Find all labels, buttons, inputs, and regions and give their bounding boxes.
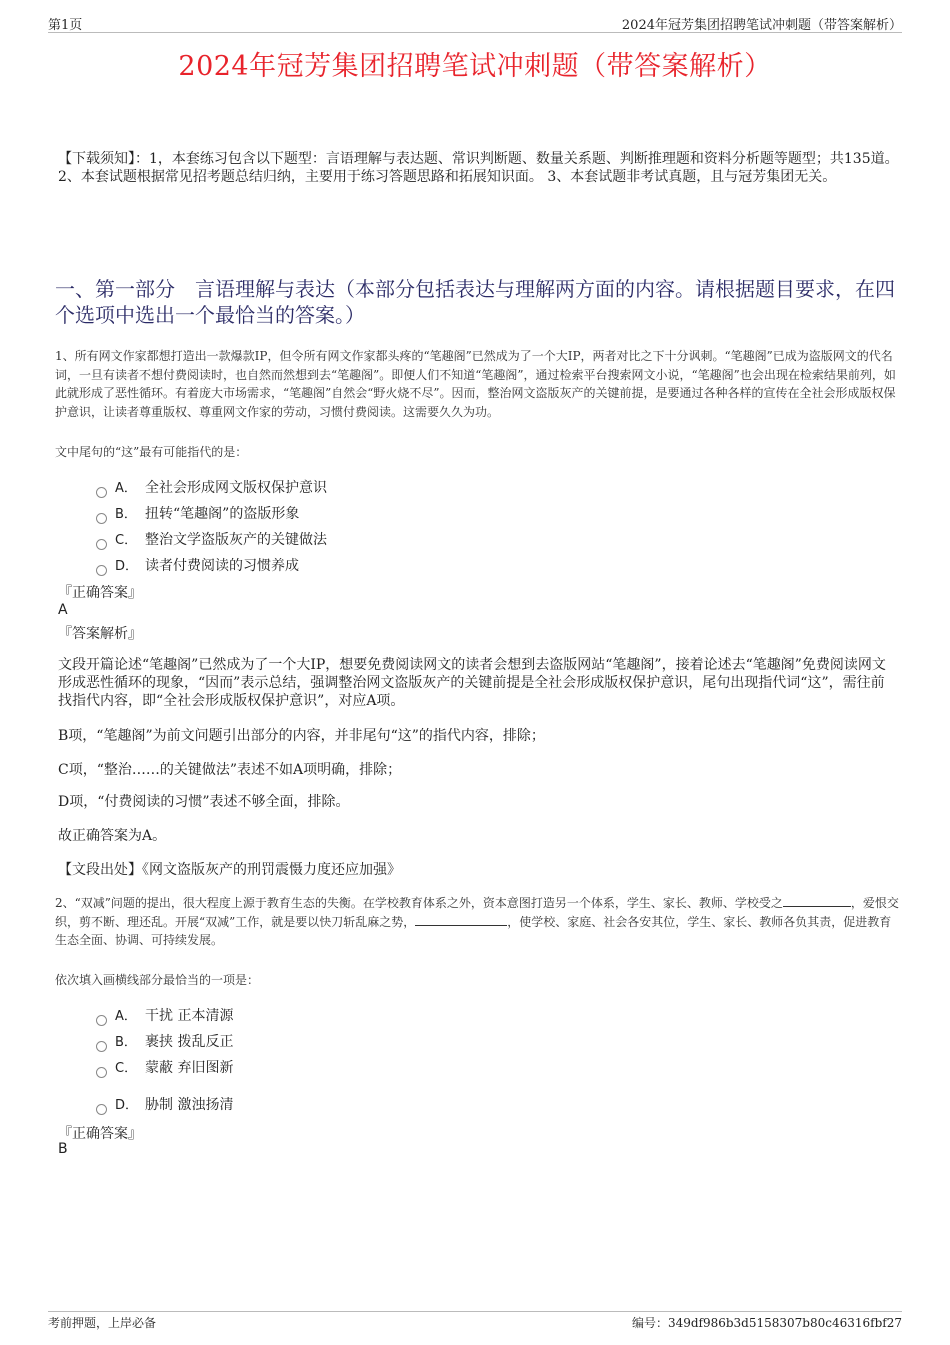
question-2-text-part: ，使学校、家庭、社会各安其位，学生、家长、教师各负其责，促进教育生态全面、协调、可持续发展。 — [55, 914, 892, 947]
question-1-source: 【文段出处】《网文盗版灰产的刑罚震慑力度还应加强》 — [58, 862, 401, 878]
question-2-option-c[interactable] — [96, 1057, 233, 1078]
question-2-option-b[interactable] — [96, 1031, 233, 1052]
question-2-option-d[interactable] — [96, 1094, 233, 1115]
option-text: 干扰 正本清源 — [145, 1008, 234, 1024]
question-1-option-d[interactable] — [96, 555, 299, 576]
option-letter: C． — [115, 1061, 138, 1076]
option-letter: A． — [115, 481, 137, 496]
fill-blank — [415, 925, 507, 926]
option-letter: C． — [115, 533, 138, 548]
page-number: 第1页 — [48, 18, 83, 33]
question-1-analysis-paragraph: D项，“付费阅读的习惯”表述不够全面，排除。 — [58, 794, 350, 810]
option-letter: D． — [115, 559, 139, 574]
radio-icon[interactable] — [96, 1015, 107, 1026]
radio-icon[interactable] — [96, 539, 107, 550]
question-1-option-a[interactable] — [96, 477, 327, 498]
section-heading: 一、第一部分 言语理解与表达（本部分包括表达与理解两方面的内容。请根据题目要求，在四个选项中选出一个最恰当的答案。） — [55, 277, 895, 327]
question-1-text: 1、所有网文作家都想打造出一款爆款IP，但令所有网文作家都头疼的“笔趣阁”已然成为了一个大IP，两者对比之下十分讽刺。“笔趣阁”已成为盗版网文的代名词，一旦有读者不想付费阅读时，也自然而然想到去“笔趣阁”。即便人们不知道“笔趣阁”，通过检索平台搜索网文小说，“笔趣阁”也会出现在检索结果前列，如此就形成了恶性循环。有着庞大市场需求，“笔趣阁”自然会“野火烧不尽”。因而，整治网文盗版灰产的关键前提，是要通过各种各样的宣传在全社会形成版权保护意识，让读者尊重版权、尊重网文作家的劳动，习惯付费阅读。这需要久久为功。 — [55, 349, 896, 419]
option-text: 蒙蔽 弃旧图新 — [145, 1060, 234, 1076]
question-1-analysis-paragraph: C项，“整治……的关键做法”表述不如A项明确，排除； — [58, 762, 402, 778]
question-2-option-a[interactable] — [96, 1005, 233, 1026]
question-1-prompt: 文中尾句的“这”最有可能指代的是： — [55, 445, 248, 459]
question-1-analysis-label: 『答案解析』 — [58, 626, 142, 642]
option-text: 读者付费阅读的习惯养成 — [145, 558, 299, 574]
footer-slogan: 考前押题，上岸必备 — [48, 1316, 157, 1330]
option-letter: B． — [115, 1035, 137, 1050]
document-title: 2024年冠芳集团招聘笔试冲刺题（带答案解析） — [178, 51, 772, 82]
question-1-analysis-paragraph: 文段开篇论述“笔趣阁”已然成为了一个大IP，想要免费阅读网文的读者会想到去盗版网站“笔趣阁”，接着论述去“笔趣阁”免费阅读网文形成恶性循环的现象，“因而”表示总结，强调整治网文盗版灰产的关键前提是全社会形成版权保护意识，尾句出现指代词“这”，需往前找指代内容，即“全社会形成版权保护意识”，对应A项。 — [58, 657, 886, 709]
question-2-answer: B — [58, 1141, 68, 1157]
question-2-prompt: 依次填入画横线部分最恰当的一项是： — [55, 973, 260, 987]
option-letter: B． — [115, 507, 137, 522]
question-1-answer: A — [58, 602, 68, 618]
question-2-text-part: ，爱恨交织，剪不断、理还乱。开展“双减”工作，就是要以快刀斩乱麻之势， — [55, 896, 899, 929]
radio-icon[interactable] — [96, 513, 107, 524]
option-text: 胁制 激浊扬清 — [145, 1097, 234, 1113]
question-2-text — [55, 894, 903, 950]
option-letter: A． — [115, 1009, 137, 1024]
option-text: 扭转“笔趣阁”的盗版形象 — [145, 506, 300, 522]
radio-icon[interactable] — [96, 1041, 107, 1052]
fill-blank — [783, 906, 851, 907]
document-id: 编号：349df986b3d5158307b80c46316fbf27 — [631, 1316, 902, 1330]
footer-divider — [48, 1311, 902, 1312]
radio-icon[interactable] — [96, 565, 107, 576]
option-text: 全社会形成网文版权保护意识 — [145, 480, 327, 496]
question-2-answer-label: 『正确答案』 — [58, 1126, 142, 1142]
option-text: 整治文学盗版灰产的关键做法 — [145, 532, 327, 548]
question-2-text-part: 2、“双减”问题的提出，很大程度上源于教育生态的失衡。在学校教育体系之外，资本意图打造另一个体系，学生、家长、教师、学校受之 — [55, 896, 783, 910]
running-header-title: 2024年冠芳集团招聘笔试冲刺题（带答案解析） — [621, 18, 902, 33]
question-1-answer-label: 『正确答案』 — [58, 585, 142, 601]
option-text: 裹挟 拨乱反正 — [145, 1034, 234, 1050]
radio-icon[interactable] — [96, 1067, 107, 1078]
download-notice: 【下载须知】：1，本套练习包含以下题型：言语理解与表达题、常识判断题、数量关系题、判断推理题和资料分析题等题型；共135道。 2、本套试题根据常见招考题总结归纳，主要用于练习答题思路和拓展知识面。 3、本套试题非考试真题，且与冠芳集团无关。 — [58, 151, 899, 185]
option-letter: D． — [115, 1098, 139, 1113]
question-1-analysis-paragraph: 故正确答案为A。 — [58, 828, 167, 844]
question-1-option-b[interactable] — [96, 503, 299, 524]
radio-icon[interactable] — [96, 487, 107, 498]
header-divider — [48, 32, 902, 33]
radio-icon[interactable] — [96, 1104, 107, 1115]
question-1-analysis-paragraph: B项，“笔趣阁”为前文问题引出部分的内容，并非尾句“这”的指代内容，排除； — [58, 728, 545, 744]
question-1-option-c[interactable] — [96, 529, 327, 550]
